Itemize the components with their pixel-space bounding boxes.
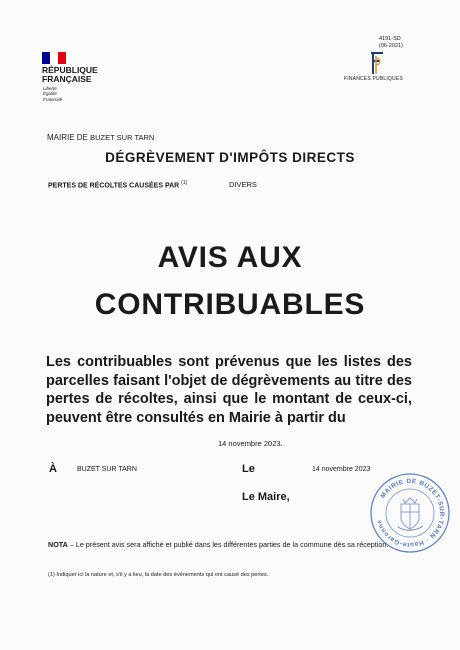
republic-name-line-2: FRANÇAISE xyxy=(42,74,92,84)
footnote: (1) Indiquer ici la nature et, s'il y a lieu, la date des événements qui ont causé des pertes. xyxy=(48,572,269,578)
place-label: À xyxy=(49,463,57,475)
date-label: Le xyxy=(242,463,255,475)
document-title: DÉGRÈVEMENT D'IMPÔTS DIRECTS xyxy=(105,150,355,165)
motto-liberte: Liberté xyxy=(43,86,57,91)
finances-publiques-label: FINANCES PUBLIQUES xyxy=(344,76,403,82)
pertes-label xyxy=(48,180,187,189)
signature-label: Le Maire, xyxy=(242,491,290,503)
motto-fraternite: Fraternité xyxy=(43,96,63,102)
motto-egalite: Égalité xyxy=(43,91,57,97)
republic-name-line-1: RÉPUBLIQUE xyxy=(42,65,98,75)
avis-heading xyxy=(0,234,460,328)
pertes-value: DIVERS xyxy=(229,180,257,189)
republique-francaise-logo xyxy=(42,66,98,84)
republic-motto xyxy=(43,86,62,102)
mairie-line xyxy=(47,133,154,142)
stamp-text: MAIRIE DE BUZET-SUR-TARN · Haute-Garonne xyxy=(375,477,446,549)
body-paragraph: Les contribuables sont prévenus que les listes des parcelles faisant l'objet de dégrèvements au titre des pertes de récoltes, ainsi que le montant de ceux-ci, peuvent être consultés en Mairie à partir du xyxy=(46,354,412,426)
form-number: 4191-SD xyxy=(379,36,401,42)
date-value: 14 novembre 2023 xyxy=(312,466,371,473)
pertes-note-ref: (1) xyxy=(181,180,188,186)
nota-paragraph xyxy=(48,540,393,550)
place-value: BUZET SUR TARN xyxy=(77,466,137,473)
mairie-label: MAIRIE DE xyxy=(47,133,88,142)
avis-line-1: AVIS AUX xyxy=(157,241,303,274)
avis-line-2: CONTRIBUABLES xyxy=(94,288,366,321)
nota-text: – Le présent avis sera affiché et publié dans les différentes parties de la commune dès sa réception. xyxy=(67,540,389,549)
french-flag-icon xyxy=(42,52,66,64)
finances-publiques-logo-icon xyxy=(368,50,388,76)
mairie-value: BUZET SUR TARN xyxy=(90,133,155,142)
nota-label: NOTA xyxy=(48,540,68,549)
form-code xyxy=(379,36,403,50)
form-version: (06-2021) xyxy=(379,43,403,49)
date-from-value: 14 novembre 2023. xyxy=(218,439,283,448)
pertes-label-text: PERTES DE RÉCOLTES CAUSÉES PAR xyxy=(48,182,180,190)
